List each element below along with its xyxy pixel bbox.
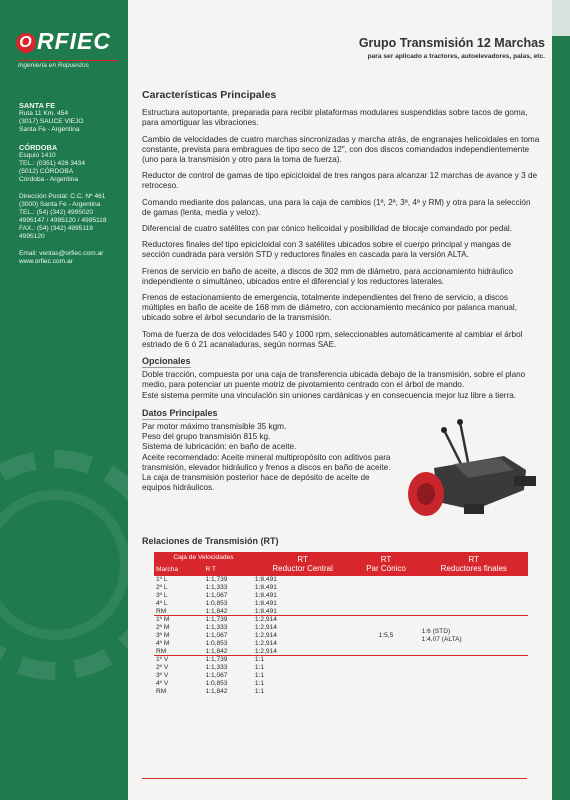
opcionales-section [142,356,540,401]
cell-marcha: 4º V [156,679,169,687]
cell-marcha: 3º L [156,592,168,600]
cell-rt: 1:1,067 [205,632,228,640]
right-edge-bar [552,0,570,800]
website-link[interactable]: www.orfiec.com.ar [19,258,73,265]
address-line: TEL.: (0351) 426 3434 [19,160,85,167]
transmission-photo [404,418,540,528]
city-cordoba: CÓRDOBA [19,143,58,152]
datos-section [142,408,540,528]
postal-line: TEL.: (54) (342) 4995020 [19,209,94,216]
cell-central: 1:1 [254,672,265,680]
cell-rt: 1:1,333 [205,664,228,672]
postal-line: (3000) Santa Fe - Argentina [19,201,101,208]
page-subtitle: para ser aplicado a tractores, autoelevadores, palas, etc. [367,53,545,60]
address-line: (5012) CÓRDOBA [19,168,74,175]
address-line: Santa Fe - Argentina [19,126,80,133]
header-marcha: Marcha [154,564,203,576]
company-tagline: Ingeniería en Repuestos [18,60,118,69]
table-row [154,616,528,624]
cell-rt: 1:1,842 [205,607,228,615]
paragraph: Este sistema permite una vinculación sin uniones cardánicas y en consecuencia mejor luz libre a tierra. [142,390,517,400]
cell-rt: 1:1,333 [205,584,228,592]
cell-marcha: 4º M [156,639,170,647]
header-finales: RT Reductores finales [420,552,528,576]
paragraph: Comando mediante dos palancas, una para la caja de cambios (1ª, 2ª, 3ª, 4ª y RM) y otra para la selección de gamas (lenta, media y veloz). [142,197,531,217]
header-rt: R T [203,564,252,576]
address-line: (3017) SAUCE VIEJO [19,118,84,125]
cell-marcha: 2º M [156,624,170,632]
cell-marcha: RM [156,687,167,695]
address-line: Esquiú 1410 [19,152,56,159]
paragraph: Toma de fuerza de dos velocidades 540 y 1000 rpm, seleccionables automáticamente al cambiar el árbol estriado de 6 ó 21 acanaladuras, según normas SAE. [142,329,523,349]
data-line: La caja de transmisión posterior hace de depósito de aceite de equipos hidráulicos. [142,473,370,493]
cell-central: 1:2,914 [254,639,277,647]
cell-rt: 1:1,739 [205,576,228,584]
footer-rule [142,778,527,779]
paragraph: Reductores finales del tipo epicicloidal con 3 satélites ubicados sobre el cuerpo principal y mangas de sección cuadrada para versión STD y reductores finales en cascada para la versión ALTA. [142,240,512,260]
cell-central: 1:8,491 [254,607,277,615]
sidebar [0,0,128,800]
cell-rt: 1:1,842 [205,647,228,655]
postal-line: Dirección Postal: C.C. Nº 461 [19,193,106,200]
main-content [142,90,540,695]
section-heading-opcionales: Opcionales [142,356,191,368]
section-heading-datos: Datos Principales [142,408,218,420]
cell-rt: 1:1,842 [205,687,228,695]
city-santa-fe: SANTA FE [19,101,56,110]
cell-finales: 1:6 (STD) 1:4,07 (ALTA) [420,616,528,656]
cell-rt: 1:1,333 [205,624,228,632]
email-link[interactable]: Email: ventas@orfiec.com.ar [19,250,104,257]
company-logo: O RFIEC [16,28,111,55]
data-line: Aceite recomendado: Aceite mineral multipropósito con aditivos para transmisión, elevador hidráulico y frenos a discos en baño de aceite. [142,452,391,472]
cell-central: 1:2,914 [254,647,277,655]
section-heading-caracteristicas: Características Principales [142,89,277,101]
cell-central: 1:1 [254,664,265,672]
postal-line: 4995120 [19,233,45,240]
data-line: Peso del grupo transmisión 815 kg. [142,432,271,442]
cell-marcha: 1º V [154,656,203,664]
cell-central: 1:1 [254,679,265,687]
header-conico: RT Par Cónico [352,552,419,576]
paragraph: Doble tracción, compuesta por una caja de transferencia ubicada debajo de la transmisión, sobre el plano medio, para potenciar un puente motriz de pivotamiento centrado con el árbol de mando. [142,370,526,390]
page-header [140,36,545,60]
cell-marcha: RM [156,647,167,655]
paragraph: Diferencial de cuatro satélites con par cónico helicoidal y posibilidad de blocaje comandado por pedal. [142,224,513,234]
paragraph: Cambio de velocidades de cuatro marchas sincronizadas y marcha atrás, de engranajes helicoidales en toma constante, prevista para embragues de tipo seco de 12", con dos discos comandados independientemente (uno para la transmisión y otro para la toma de fuerza). [142,134,540,165]
cell-rt: 1:1,739 [203,616,252,624]
cell-central: 1:1 [254,687,265,695]
cell-marcha: 1º M [154,616,203,624]
cell-finales [420,656,528,695]
paragraph: Frenos de servicio en baño de aceite, a discos de 302 mm de diámetro, para accionamiento hidráulico independiente o simultáneo, ubicados entre el diferencial y los reductores laterales. [142,266,513,286]
cell-central: 1:1 [253,656,352,664]
cell-marcha: RM [156,607,167,615]
cell-conico [352,656,419,695]
header-central: RT Reductor Central [253,552,352,576]
data-line: Sistema de lubricación: en baño de aceite. [142,442,297,452]
cell-marcha: 3º V [156,672,169,680]
paragraph: Reductor de control de gamas de tipo epicicloidal de tres rangos para alcanzar 12 marchas de avance y 3 de retroceso. [142,171,538,191]
cell-central: 1:2,914 [254,624,277,632]
cell-central: 1:8,491 [254,592,277,600]
cell-rt: 1:1,067 [205,672,228,680]
cell-rt: 1:1,067 [205,592,228,600]
paragraph: Frenos de estacionamiento de emergencia, totalmente independientes del freno de servicio, a discos múltiples en baño de aceite de 168 mm de diámetro, con accionamiento mecánico por palanca manual, ubicado sobre el árbol secundario de la transmisión. [142,293,518,323]
cell-rt: 1:0,853 [205,599,228,607]
cell-central: 1:8,491 [254,576,277,584]
cell-central: 1:8,491 [254,584,277,592]
contact-info [19,102,124,266]
table-row [154,656,528,664]
cell-central: 1:2,914 [254,632,277,640]
cell-marcha: 4º L [156,599,168,607]
cell-marcha: 3º M [156,632,170,640]
address-line: Ruta 11 Km. 454 [19,110,68,117]
paragraph: Estructura autoportante, preparada para recibir plataformas modulares suspendidas sobre tacos de goma, para amortiguar las vibraciones. [142,108,528,128]
postal-line: 4995147 / 4995120 / 4995118 [19,217,107,224]
cell-rt: 1:0,853 [205,639,228,647]
postal-line: FAX.: (54) (342) 4995119 [19,225,93,232]
cell-conico: 1:5,5 [352,616,419,656]
cell-rt: 1:1,739 [203,656,252,664]
page-title: Grupo Transmisión 12 Marchas [358,36,545,50]
cell-conico [352,576,419,615]
header-caja: Caja de Velocidades [154,552,253,564]
cell-central: 1:8,491 [254,599,277,607]
cell-marcha: 1º L [156,576,168,584]
cell-rt: 1:0,853 [205,679,228,687]
transmission-ratio-table [154,552,528,695]
section-heading-relaciones: Relaciones de Transmisión (RT) [142,535,279,546]
cell-marcha: 2º L [156,584,168,592]
table-row [154,576,528,584]
address-line: Córdoba - Argentina [19,176,79,183]
cell-marcha: 2º V [156,664,169,672]
cell-finales [420,576,528,615]
data-line: Par motor máximo transmisible 35 kgm. [142,422,287,432]
cell-central: 1:2,914 [253,616,352,624]
